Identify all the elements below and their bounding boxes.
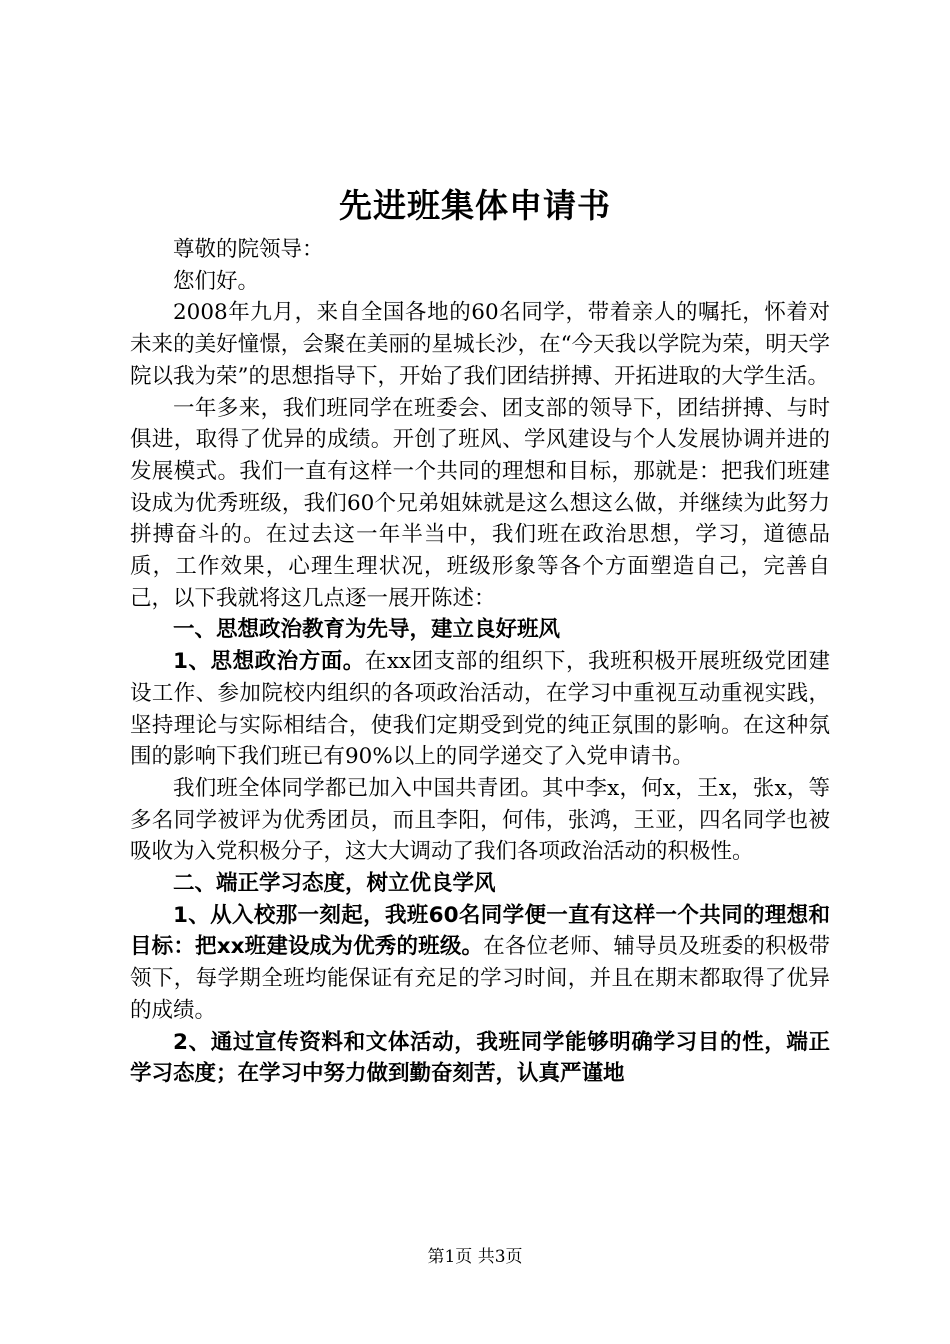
page-footer: 第1页 共3页 <box>427 1247 523 1267</box>
paragraph-study-1 <box>130 900 830 1027</box>
section-heading-1: 一、思想政治教育为先导，建立良好班风 <box>173 617 561 643</box>
paragraph-intro: 2008年九月，来自全国各地的60名同学，带着亲人的嘱托，怀着对未来的美好憧憬，会聚在美丽的星城长沙，在“今天我以学院为荣，明天学院以我为荣”的思想指导下，开始了我们团结拼搏、开拓进取的大学生活。 <box>130 300 830 389</box>
paragraph-league: 我们班全体同学都已加入中国共青团。其中李x，何x，王x，张x，等多名同学被评为优秀团员，而且李阳，何伟，张鸿，王亚，四名同学也被吸收为入党积极分子，这大大调动了我们各项政治活动的积极性。 <box>130 775 830 865</box>
paragraph-politics <box>130 646 830 773</box>
page-title: 先进班集体申请书 <box>339 186 611 225</box>
study-2-lead: 2、通过宣传资料和文体活动，我班同学能够明确学习目的性，端正学习态度；在学习中努力做到勤奋刻苦，认真严谨地 <box>130 1029 830 1087</box>
study-1-text: 在各位老师、辅导员及班委的积极带领下，每学期全班均能保证有充足的学习时间，并且在期末都取得了优异的成绩。 <box>130 934 830 1023</box>
politics-lead: 1、思想政治方面。 <box>173 649 365 675</box>
politics-text: 在xx团支部的组织下，我班积极开展班级党团建设工作、参加院校内组织的各项政治活动，在学习中重视互动重视实践，坚持理论与实际相结合，使我们定期受到党的纯正氛围的影响。在这种氛围的影响下我们班已有90%以上的同学递交了入党申请书。 <box>130 649 830 770</box>
study-1-lead: 1、从入校那一刻起，我班60名同学便一直有这样一个共同的理想和目标：把xx班建设成为优秀的班级。 <box>130 902 830 960</box>
salutation: 尊敬的院领导： <box>173 237 324 262</box>
paragraph-study-2 <box>130 1027 830 1090</box>
section-heading-2: 二、端正学习态度，树立优良学风 <box>173 871 496 897</box>
paragraph-overview: 一年多来，我们班同学在班委会、团支部的领导下，团结拼搏、与时俱进，取得了优异的成绩。开创了班风、学风建设与个人发展协调并进的发展模式。我们一直有这样一个共同的理想和目标，那就是：把我们班建设成为优秀班级，我们60个兄弟姐妹就是这么想这么做，并继续为此努力拼搏奋斗的。在过去这一年半当中，我们班在政治思想，学习，道德品质，工作效果，心理生理状况，班级形象等各个方面塑造自己，完善自己，以下我就将这几点逐一展开陈述： <box>130 395 830 611</box>
document-body <box>130 234 830 1090</box>
greeting: 您们好。 <box>173 268 260 294</box>
